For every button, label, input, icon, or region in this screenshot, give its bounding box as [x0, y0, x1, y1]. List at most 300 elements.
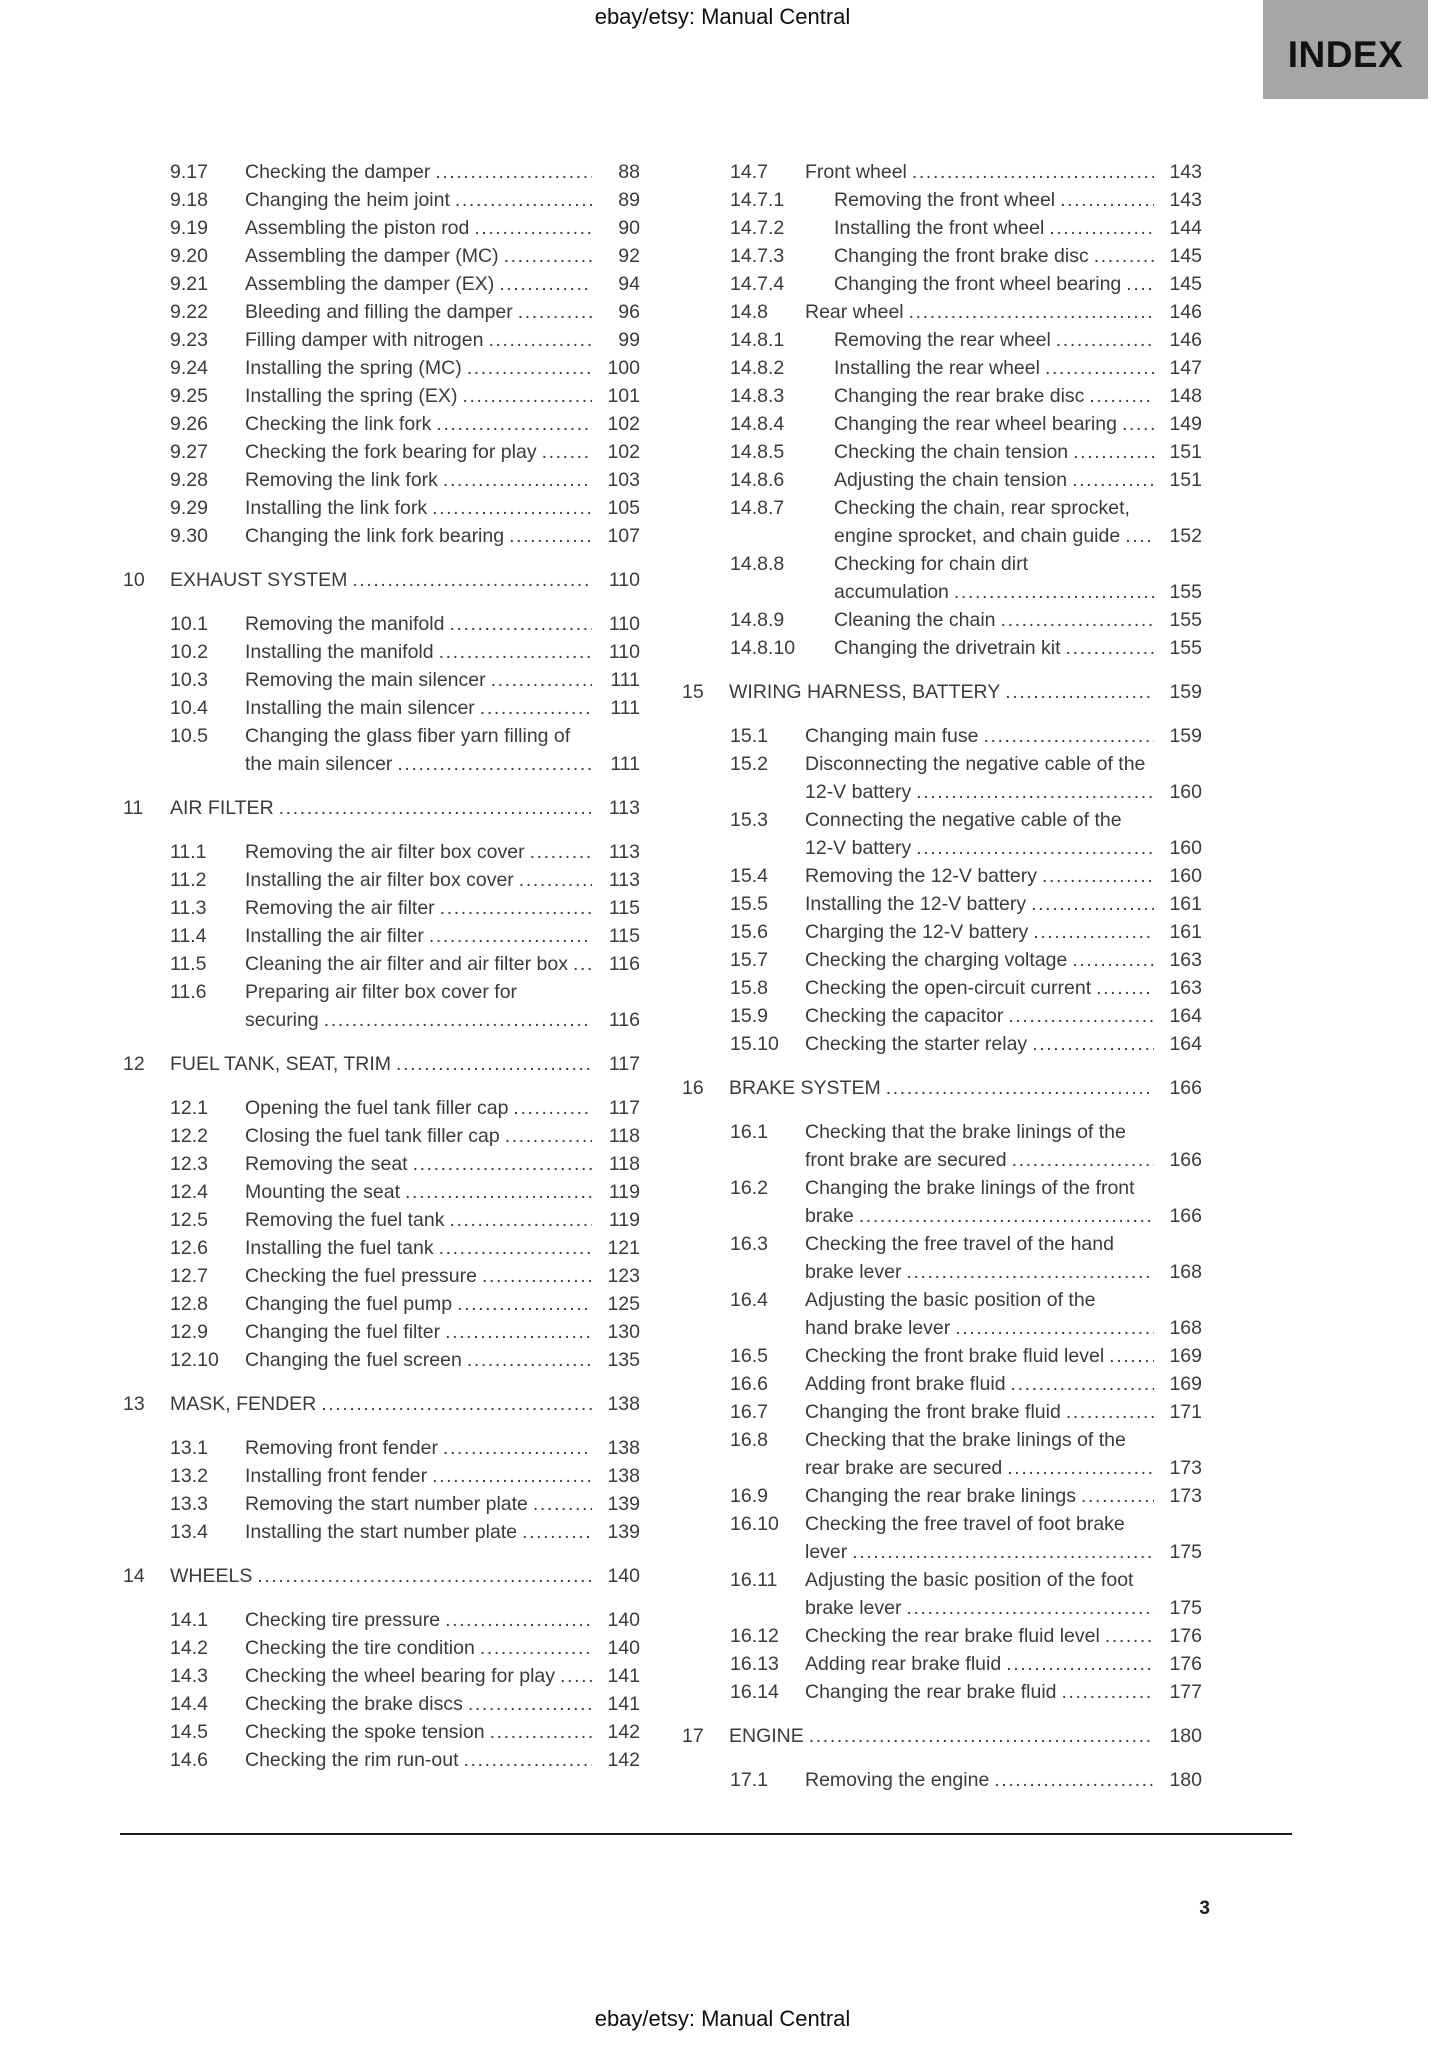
- toc-entry-number: 15.8: [730, 977, 768, 999]
- toc-entry-number: 9.24: [170, 357, 208, 379]
- toc-entry-title: Checking the chain tension: [834, 441, 1069, 463]
- toc-entry-page: 143: [1169, 161, 1202, 183]
- toc-entry-title: engine sprocket, and chain guide: [834, 525, 1121, 547]
- toc-entry-title: Checking the rim run-out: [245, 1749, 459, 1771]
- toc-entry-page: 142: [607, 1749, 640, 1771]
- toc-leader-dots: [1042, 862, 1154, 890]
- toc-entry: [123, 410, 640, 438]
- toc-leader-dots: [1089, 382, 1154, 410]
- toc-entry: [123, 1606, 640, 1634]
- toc-entry-number: 9.28: [170, 469, 208, 491]
- toc-entry-number: 12.10: [170, 1349, 219, 1371]
- toc-entry: [682, 1030, 1202, 1058]
- toc-entry-page: 101: [607, 385, 640, 407]
- toc-entry: [123, 794, 640, 822]
- toc-entry-number: 14.8.5: [730, 441, 785, 463]
- toc-leader-dots: [1081, 1482, 1154, 1510]
- toc-leader-dots: [396, 1050, 592, 1078]
- toc-leader-dots: [449, 610, 592, 638]
- toc-entry-number: 16.11: [730, 1569, 778, 1591]
- toc-entry: [123, 894, 640, 922]
- toc-entry-title: Installing the spring (MC): [245, 357, 462, 379]
- toc-entry-page: 171: [1169, 1401, 1202, 1423]
- toc-entry-number: 10.5: [170, 725, 208, 747]
- toc-entry-number: 15.3: [730, 809, 768, 831]
- toc-leader-dots: [1072, 466, 1154, 494]
- toc-entry-page: 96: [618, 301, 640, 323]
- toc-entry-title: Removing the front wheel: [834, 189, 1056, 211]
- toc-entry: [682, 1622, 1202, 1650]
- toc-entry-page: 145: [1169, 273, 1202, 295]
- toc-entry: [123, 1122, 640, 1150]
- toc-entry: [123, 298, 640, 326]
- toc-leader-dots: [1005, 678, 1154, 706]
- toc-entry-number: 12.5: [170, 1209, 208, 1231]
- toc-leader-dots: [912, 158, 1154, 186]
- toc-entry: [682, 1482, 1202, 1510]
- toc-entry-page: 113: [608, 869, 640, 891]
- toc-entry-page: 103: [607, 469, 640, 491]
- toc-leader-dots: [519, 866, 592, 894]
- toc-entry: [682, 1678, 1202, 1706]
- toc-entry-page: 125: [607, 1293, 640, 1315]
- toc-entry: [123, 1390, 640, 1418]
- toc-entry-number: 10.3: [170, 669, 208, 691]
- toc-entry-title: Opening the fuel tank filler cap: [245, 1097, 509, 1119]
- toc-entry-page: 94: [618, 273, 640, 295]
- toc-entry-number: 9.23: [170, 329, 208, 351]
- toc-leader-dots: [509, 522, 592, 550]
- toc-leader-dots: [435, 158, 592, 186]
- toc-entry-title: Checking the capacitor: [805, 1005, 1004, 1027]
- toc-entry-title: Checking the open-circuit current: [805, 977, 1092, 999]
- toc-entry: [123, 1150, 640, 1178]
- toc-entry-page: 164: [1169, 1033, 1202, 1055]
- toc-leader-dots: [809, 1722, 1154, 1750]
- toc-leader-dots: [1066, 1398, 1154, 1426]
- toc-leader-dots: [467, 1346, 592, 1374]
- toc-entry-number: 14.7.2: [730, 217, 785, 239]
- toc-entry: [123, 1178, 640, 1206]
- toc-entry: [123, 1262, 640, 1290]
- toc-entry-number: 9.21: [170, 273, 208, 295]
- toc-entry-number: 13: [123, 1393, 145, 1415]
- toc-entry: [682, 678, 1202, 706]
- toc-entry-title: Checking the link fork: [245, 413, 432, 435]
- toc-entry-title: Removing the 12-V battery: [805, 865, 1037, 887]
- toc-entry-title: Installing the manifold: [245, 641, 434, 663]
- toc-leader-dots: [443, 1434, 592, 1462]
- toc-entry: [682, 242, 1202, 270]
- toc-entry-title: Checking tire pressure: [245, 1609, 441, 1631]
- toc-entry: [123, 922, 640, 950]
- toc-entry-number: 16.13: [730, 1653, 779, 1675]
- toc-entry-page: 111: [610, 753, 640, 775]
- toc-entry-title: WIRING HARNESS, BATTERY: [729, 681, 1001, 703]
- toc-entry-number: 13.4: [170, 1521, 208, 1543]
- toc-leader-dots: [983, 722, 1154, 750]
- toc-entry-title: Checking the starter relay: [805, 1033, 1028, 1055]
- toc-entry: [682, 214, 1202, 242]
- toc-entry-title: Checking the wheel bearing for play: [245, 1665, 556, 1687]
- toc-entry-page: 148: [1169, 385, 1202, 407]
- toc-entry-page: 159: [1169, 725, 1202, 747]
- toc-entry: [682, 550, 1202, 606]
- toc-entry-page: 163: [1169, 949, 1202, 971]
- toc-entry: [682, 354, 1202, 382]
- toc-leader-dots: [1094, 242, 1154, 270]
- toc-entry-title: Changing main fuse: [805, 725, 979, 747]
- toc-entry-title: Installing front fender: [245, 1465, 428, 1487]
- toc-entry-number: 16.2: [730, 1177, 768, 1199]
- toc-entry-title: Removing the air filter: [245, 897, 435, 919]
- toc-entry: [682, 326, 1202, 354]
- toc-entry-title: Assembling the piston rod: [245, 217, 470, 239]
- toc-entry-title: Removing the fuel tank: [245, 1209, 445, 1231]
- toc-leader-dots: [1066, 634, 1154, 662]
- toc-leader-dots: [542, 438, 592, 466]
- toc-entry-title: Checking the fork bearing for play: [245, 441, 537, 463]
- toc-entry: [682, 1342, 1202, 1370]
- toc-leader-dots: [457, 1290, 592, 1318]
- toc-entry: [123, 494, 640, 522]
- toc-leader-dots: [533, 1490, 592, 1518]
- toc-entry: [123, 438, 640, 466]
- toc-leader-dots: [1012, 1146, 1154, 1174]
- toc-entry-title: EXHAUST SYSTEM: [170, 569, 348, 591]
- toc-entry-page: 118: [608, 1153, 640, 1175]
- toc-entry: [682, 1118, 1202, 1174]
- toc-entry-title: Connecting the negative cable of the: [805, 809, 1122, 831]
- toc-leader-dots: [1126, 270, 1154, 298]
- toc-entry: [123, 1346, 640, 1374]
- header-title: ebay/etsy: Manual Central: [594, 4, 851, 29]
- toc-entry-page: 176: [1169, 1625, 1202, 1647]
- toc-leader-dots: [1049, 214, 1154, 242]
- toc-entry-number: 14.8.6: [730, 469, 785, 491]
- toc-entry-page: 173: [1169, 1485, 1202, 1507]
- toc-entry-title: Changing the front brake fluid: [805, 1401, 1061, 1423]
- toc-entry: [123, 270, 640, 298]
- toc-leader-dots: [522, 1518, 592, 1546]
- toc-entry-number: 16: [682, 1077, 704, 1099]
- toc-leader-dots: [480, 694, 592, 722]
- toc-leader-dots: [464, 1746, 592, 1774]
- toc-leader-dots: [859, 1202, 1154, 1230]
- toc-entry-title: Checking the damper: [245, 161, 431, 183]
- toc-entry-title: WHEELS: [170, 1565, 253, 1587]
- toc-entry-page: 161: [1169, 893, 1202, 915]
- toc-entry-title: the main silencer: [245, 753, 393, 775]
- toc-entry-title: Checking that the brake linings of the: [805, 1429, 1126, 1451]
- toc-entry-page: 145: [1169, 245, 1202, 267]
- toc-entry: [682, 862, 1202, 890]
- toc-entry: [123, 1490, 640, 1518]
- toc-entry-number: 15.4: [730, 865, 768, 887]
- toc-entry-number: 17.1: [730, 1769, 768, 1791]
- toc-entry: [123, 950, 640, 978]
- footer-title: ebay/etsy: Manual Central: [594, 2006, 851, 2031]
- toc-entry-number: 12.1: [170, 1097, 208, 1119]
- toc-leader-dots: [954, 578, 1154, 606]
- toc-entry-title: Changing the rear wheel bearing: [834, 413, 1117, 435]
- toc-entry-number: 16.3: [730, 1233, 768, 1255]
- toc-entry-title: Removing the rear wheel: [834, 329, 1051, 351]
- toc-entry-title: Cleaning the air filter and air filter box: [245, 953, 568, 975]
- toc-entry-number: 14.4: [170, 1693, 208, 1715]
- toc-entry-page: 146: [1169, 301, 1202, 323]
- toc-entry-number: 12.9: [170, 1321, 208, 1343]
- toc-entry-page: 159: [1169, 681, 1202, 703]
- toc-entry: [123, 694, 640, 722]
- toc-entry-number: 12.8: [170, 1293, 208, 1315]
- footer-rule: [120, 1833, 1292, 1835]
- toc-entry-page: 155: [1169, 581, 1202, 603]
- toc-entry-page: 110: [608, 641, 640, 663]
- toc-entry-page: 163: [1169, 977, 1202, 999]
- toc-entry-title: Checking the spoke tension: [245, 1721, 485, 1743]
- toc-entry-page: 160: [1169, 781, 1202, 803]
- toc-entry: [682, 1650, 1202, 1678]
- toc-entry-number: 14.8: [730, 301, 768, 323]
- toc-leader-dots: [413, 1150, 592, 1178]
- toc-entry-page: 117: [608, 1053, 640, 1075]
- toc-entry-title: Checking the tire condition: [245, 1637, 475, 1659]
- toc-entry-number: 10.4: [170, 697, 208, 719]
- toc-leader-dots: [504, 242, 592, 270]
- toc-entry-page: 102: [607, 413, 640, 435]
- toc-entry: [682, 1426, 1202, 1482]
- toc-entry-number: 14.6: [170, 1749, 208, 1771]
- toc-entry-title: Installing the fuel tank: [245, 1237, 434, 1259]
- toc-leader-dots: [432, 1462, 592, 1490]
- toc-entry-title: Changing the fuel screen: [245, 1349, 462, 1371]
- toc-entry-number: 16.10: [730, 1513, 779, 1535]
- toc-entry: [123, 158, 640, 186]
- toc-entry-number: 12.2: [170, 1125, 208, 1147]
- toc-entry-page: 139: [607, 1493, 640, 1515]
- toc-leader-dots: [955, 1314, 1154, 1342]
- toc-entry-page: 119: [608, 1209, 640, 1231]
- toc-entry: [682, 750, 1202, 806]
- toc-entry-page: 147: [1169, 357, 1202, 379]
- toc-entry-number: 15.7: [730, 949, 768, 971]
- toc-leader-dots: [1125, 522, 1154, 550]
- toc-leader-dots: [1032, 1030, 1154, 1058]
- toc-entry-title: Changing the link fork bearing: [245, 525, 505, 547]
- toc-leader-dots: [429, 922, 592, 950]
- toc-entry-page: 88: [618, 161, 640, 183]
- toc-entry-page: 138: [607, 1465, 640, 1487]
- toc-entry-page: 143: [1169, 189, 1202, 211]
- toc-leader-dots: [1006, 1650, 1154, 1678]
- toc-leader-dots: [436, 410, 592, 438]
- toc-entry-page: 113: [608, 797, 640, 819]
- toc-leader-dots: [321, 1390, 592, 1418]
- toc-entry-number: 11.6: [170, 981, 207, 1003]
- toc-entry-page: 169: [1169, 1345, 1202, 1367]
- toc-entry-title: Assembling the damper (EX): [245, 273, 495, 295]
- toc-entry-title: Installing the link fork: [245, 497, 428, 519]
- toc-entry-number: 16.5: [730, 1345, 768, 1367]
- toc-entry-page: 166: [1169, 1077, 1202, 1099]
- toc-leader-dots: [432, 494, 592, 522]
- toc-entry: [123, 638, 640, 666]
- toc-entry-title: rear brake are secured: [805, 1457, 1003, 1479]
- toc-entry-page: 141: [607, 1665, 640, 1687]
- toc-entry-title: MASK, FENDER: [170, 1393, 317, 1415]
- toc-leader-dots: [916, 834, 1154, 862]
- toc-entry-page: 140: [607, 1565, 640, 1587]
- toc-entry-title: Installing the air filter: [245, 925, 424, 947]
- toc-entry-page: 119: [608, 1181, 640, 1203]
- toc-entry-page: 155: [1169, 609, 1202, 631]
- toc-entry-title: front brake are secured: [805, 1149, 1007, 1171]
- toc-entry-title: Filling damper with nitrogen: [245, 329, 484, 351]
- toc-entry-number: 15.10: [730, 1033, 779, 1055]
- toc-entry: [682, 890, 1202, 918]
- toc-entry-number: 12.3: [170, 1153, 208, 1175]
- toc-entry-number: 14.7: [730, 161, 768, 183]
- toc-entry-page: 180: [1169, 1725, 1202, 1747]
- toc-entry-title: Changing the rear brake disc: [834, 385, 1085, 407]
- toc-leader-dots: [488, 326, 592, 354]
- toc-entry-page: 168: [1169, 1261, 1202, 1283]
- toc-entry-number: 9.17: [170, 161, 208, 183]
- toc-entry-title: Checking that the brake linings of the: [805, 1121, 1126, 1143]
- toc-entry-title: Assembling the damper (MC): [245, 245, 499, 267]
- toc-entry-number: 16.1: [730, 1121, 768, 1143]
- toc-entry: [682, 606, 1202, 634]
- toc-entry-page: 113: [608, 841, 640, 863]
- toc-entry-title: Bleeding and filling the damper: [245, 301, 513, 323]
- toc-leader-dots: [439, 638, 592, 666]
- toc-entry-title: Installing the main silencer: [245, 697, 475, 719]
- toc-entry-page: 115: [608, 897, 640, 919]
- toc-entry-number: 14.8.7: [730, 497, 785, 519]
- toc-entry-page: 92: [618, 245, 640, 267]
- toc-entry-page: 111: [610, 697, 640, 719]
- toc-entry-number: 9.27: [170, 441, 208, 463]
- toc-entry-number: 14.3: [170, 1665, 208, 1687]
- toc-entry-title: Changing the fuel pump: [245, 1293, 453, 1315]
- toc-entry-title: Installing the start number plate: [245, 1521, 518, 1543]
- toc-entry: [123, 610, 640, 638]
- toc-entry: [123, 186, 640, 214]
- toc-entry-page: 138: [607, 1437, 640, 1459]
- toc-entry-number: 12: [123, 1053, 145, 1075]
- toc-entry: [123, 1206, 640, 1234]
- toc-entry: [682, 634, 1202, 662]
- toc-entry-page: 180: [1169, 1769, 1202, 1791]
- toc-leader-dots: [886, 1074, 1154, 1102]
- toc-entry-title: Preparing air filter box cover for: [245, 981, 518, 1003]
- toc-leader-dots: [1122, 410, 1154, 438]
- toc-leader-dots: [1109, 1342, 1154, 1370]
- toc-entry-page: 169: [1169, 1373, 1202, 1395]
- toc-entry: [123, 214, 640, 242]
- toc-entry-number: 15.6: [730, 921, 768, 943]
- toc-entry-number: 15.9: [730, 1005, 768, 1027]
- toc-entry-page: 123: [607, 1265, 640, 1287]
- toc-entry-title: Checking for chain dirt: [834, 553, 1029, 575]
- toc-entry: [682, 410, 1202, 438]
- toc-entry: [123, 1094, 640, 1122]
- toc-entry-title: Removing front fender: [245, 1437, 438, 1459]
- toc-entry-page: 139: [607, 1521, 640, 1543]
- toc-entry-number: 14.8.4: [730, 413, 785, 435]
- toc-entry-page: 164: [1169, 1005, 1202, 1027]
- toc-entry-number: 14.8.2: [730, 357, 785, 379]
- toc-entry: [682, 270, 1202, 298]
- toc-leader-dots: [852, 1538, 1154, 1566]
- toc-entry-title: Installing the 12-V battery: [805, 893, 1027, 915]
- toc-entry: [123, 722, 640, 778]
- toc-entry-number: 14.7.3: [730, 245, 785, 267]
- index-label: INDEX: [1287, 33, 1404, 75]
- toc-entry-page: 90: [618, 217, 640, 239]
- toc-entry-title: hand brake lever: [805, 1317, 951, 1339]
- toc-entry-page: 144: [1169, 217, 1202, 239]
- toc-entry-page: 141: [607, 1693, 640, 1715]
- toc-entry-page: 160: [1169, 865, 1202, 887]
- toc-entry-title: Adjusting the chain tension: [834, 469, 1068, 491]
- toc-entry-title: Adding front brake fluid: [805, 1373, 1006, 1395]
- toc-entry-title: Adjusting the basic position of the foot: [805, 1569, 1134, 1591]
- toc-entry-number: 15: [682, 681, 704, 703]
- toc-entry-number: 12.6: [170, 1237, 208, 1259]
- toc-leader-dots: [530, 838, 592, 866]
- toc-leader-dots: [1096, 974, 1154, 1002]
- toc-entry-page: 140: [607, 1637, 640, 1659]
- toc-leader-dots: [513, 1094, 592, 1122]
- toc-entry-title: Removing the engine: [805, 1769, 990, 1791]
- toc-entry-title: accumulation: [834, 581, 949, 603]
- toc-entry: [682, 1074, 1202, 1102]
- toc-entry-number: 13.1: [170, 1437, 208, 1459]
- toc-entry-number: 11.4: [170, 925, 207, 947]
- toc-entry-title: Removing the main silencer: [245, 669, 486, 691]
- toc-entry: [682, 298, 1202, 326]
- toc-entry-page: 177: [1169, 1681, 1202, 1703]
- toc-entry: [123, 242, 640, 270]
- toc-entry: [682, 1002, 1202, 1030]
- toc-entry-page: 151: [1169, 469, 1202, 491]
- toc-leader-dots: [1031, 890, 1154, 918]
- toc-leader-dots: [397, 750, 592, 778]
- toc-entry: [682, 158, 1202, 186]
- toc-entry-number: 9.25: [170, 385, 208, 407]
- toc-leader-dots: [906, 1594, 1154, 1622]
- toc-entry: [123, 566, 640, 594]
- toc-entry: [682, 1370, 1202, 1398]
- toc-entry: [682, 918, 1202, 946]
- toc-entry-title: securing: [245, 1009, 319, 1031]
- toc-leader-dots: [1072, 946, 1154, 974]
- toc-leader-dots: [505, 1122, 592, 1150]
- toc-entry-number: 14.8.8: [730, 553, 785, 575]
- toc-leader-dots: [1033, 918, 1154, 946]
- toc-entry: [123, 1562, 640, 1590]
- toc-leader-dots: [1060, 186, 1154, 214]
- toc-entry-number: 14.8.9: [730, 609, 785, 631]
- toc-entry-page: 99: [618, 329, 640, 351]
- toc-leader-dots: [1008, 1002, 1154, 1030]
- toc-entry-number: 16.14: [730, 1681, 779, 1703]
- toc-leader-dots: [455, 186, 592, 214]
- toc-entry-number: 16.8: [730, 1429, 768, 1451]
- toc-entry-title: Changing the drivetrain kit: [834, 637, 1061, 659]
